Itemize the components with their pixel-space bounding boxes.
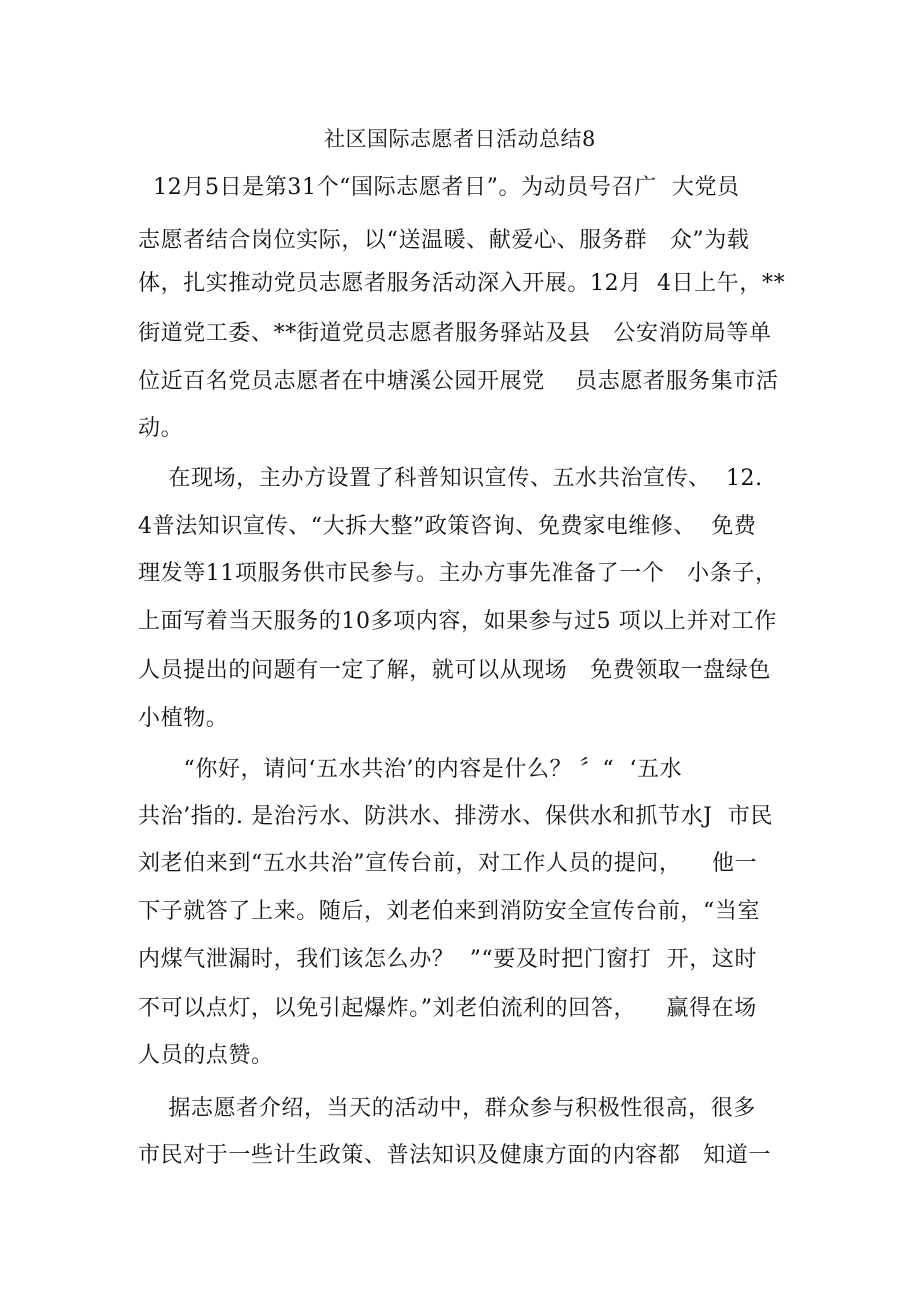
paragraph-line: 内煤气泄漏时，我们该怎么办？ ”“要及时把门窗打 开，这时 bbox=[138, 947, 758, 972]
paragraph-line: 人员的点赞。 bbox=[138, 1043, 274, 1068]
paragraph-line: 人员提出的问题有一定了解，就可以从现场 免费领取一盘绿色 bbox=[138, 658, 771, 683]
paragraph-line: 街道党工委、**街道党员志愿者服务驿站及县 公安消防局等单 bbox=[138, 321, 772, 346]
paragraph-line: 理发等11项服务供市民参与。主办方事先准备了一个 小条子， bbox=[138, 561, 778, 586]
paragraph-line: 据志愿者介绍，当天的活动中，群众参与积极性很高，很多 bbox=[138, 1096, 756, 1121]
paragraph-line: 位近百名党员志愿者在中塘溪公园开展党 员志愿者服务集市活 bbox=[138, 369, 779, 394]
paragraph-line: 市民对于一些计生政策、普法知识及健康方面的内容都 知道一 bbox=[138, 1143, 771, 1168]
paragraph-line: 4普法知识宣传、“大拆大整”政策咨询、免费家电维修、 免费 bbox=[138, 514, 757, 539]
document-title: 社区国际志愿者日活动总结8 bbox=[324, 127, 596, 151]
paragraph-line: “你好，请问‘五水共治’的内容是什么？ 〞“ ‘五水 bbox=[138, 757, 683, 782]
paragraph-line: 体，扎实推动党员志愿者服务活动深入开展。12月 4日上午，** bbox=[138, 271, 786, 296]
paragraph-line: 志愿者结合岗位实际，以“送温暖、献爱心、服务群 众”为载 bbox=[138, 228, 750, 253]
paragraph-line: 12月5日是第31个“国际志愿者日”。为动员号召广 大党员 bbox=[138, 175, 740, 200]
paragraph-line: 动。 bbox=[138, 416, 184, 441]
paragraph-line: 上面写着当天服务的10多项内容，如果参与过5 项以上并对工作 bbox=[138, 609, 777, 634]
paragraph-line: 小植物。 bbox=[138, 706, 229, 731]
paragraph-line: 不可以点灯，以免引起爆炸。”刘老伯流利的回答， 赢得在场 bbox=[138, 996, 757, 1021]
paragraph-line: 刘老伯来到“五水共治”宣传台前，对工作人员的提问， 他一 bbox=[138, 851, 758, 876]
paragraph-line: 共治’指的. 是治污水、防洪水、排涝水、保供水和抓节水J 市民 bbox=[138, 804, 773, 829]
paragraph-line: 下子就答了上来。随后，刘老伯来到消防安全宣传台前，“当室 bbox=[138, 899, 761, 924]
paragraph-line: 在现场，主办方设置了科普知识宣传、五水共治宣传、 12. bbox=[138, 466, 763, 491]
